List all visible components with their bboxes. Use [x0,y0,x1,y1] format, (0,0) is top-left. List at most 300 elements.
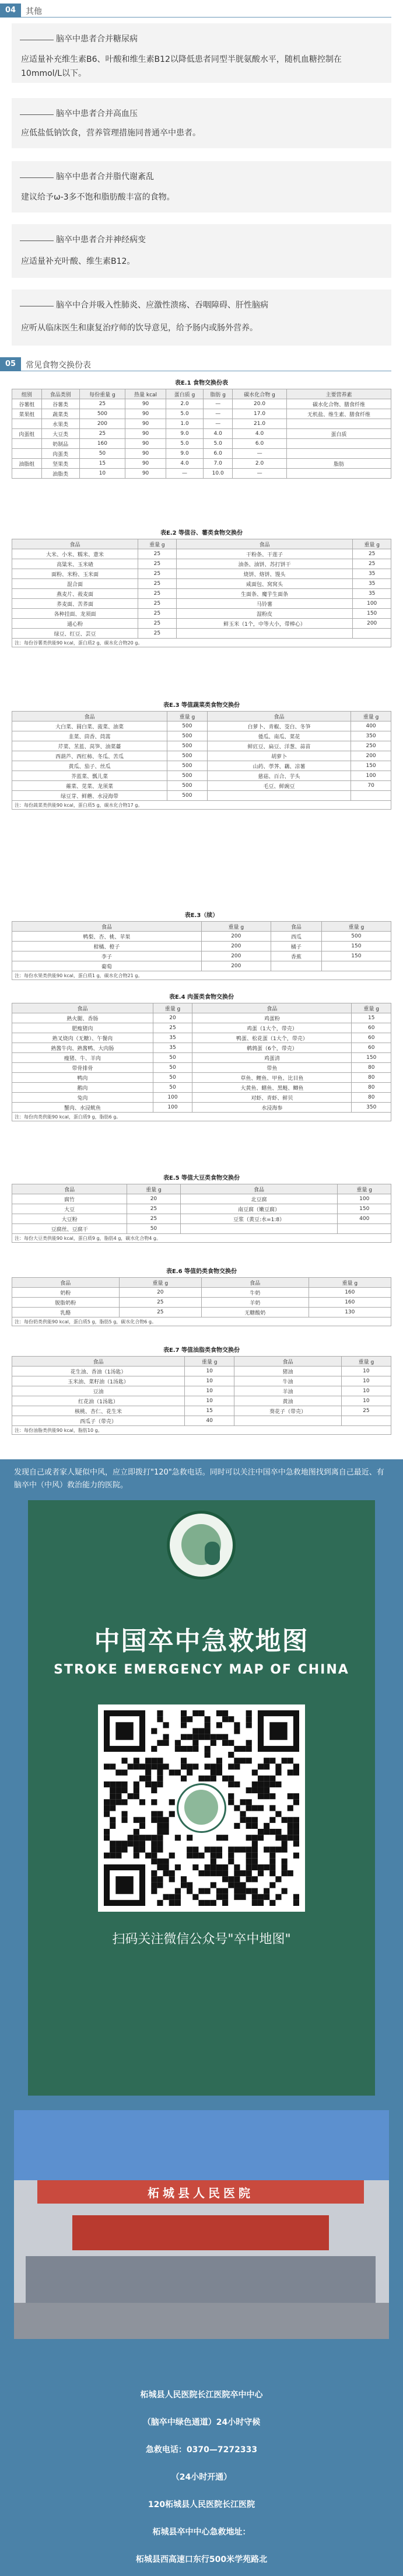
column-header: 组别 [12,389,42,399]
table-cell: 熟叉烧肉（无糖）、午餐肉 [12,1033,153,1043]
table-cell: 脱脂奶粉 [12,1298,120,1308]
table-cell: 7.0 [204,459,233,469]
column-header: 重量 g [338,1184,391,1194]
table-cell: 谷薯组 [12,399,42,409]
table-cell: 20.0 [233,399,287,409]
table-cell: 水果类 [41,419,79,429]
column-header: 食品类别 [41,389,79,399]
column-header: 食品 [12,1003,153,1013]
underline [20,177,54,178]
table-cell: 50 [127,1224,181,1234]
table-cell: 25 [119,1308,201,1317]
table-cell: 15 [352,1013,391,1023]
card-body: 应听从临床医生和康复治疗师的饮导意见，给予肠内或肠外营养。 [21,323,258,333]
table-cell: 通心粉 [12,619,138,629]
table-cell: 25 [341,1406,391,1416]
table-cell: 熟酱牛肉、熟酱鸭、大肉肠 [12,1043,153,1053]
table-cell: 玉米油、菜籽油（1汤匙） [12,1376,185,1386]
table-cell: 核桃、杏仁、花生米 [12,1406,185,1416]
column-header: 食品 [12,1357,185,1367]
table-row [12,549,391,559]
table-cell: 25 [138,629,177,639]
table-row [12,1214,391,1224]
table-row [12,951,391,961]
table-cell: 面粉、米粉、玉米面 [12,569,138,579]
table-cell: 大豆类 [41,429,79,439]
table-cell: 油脂组 [12,459,42,469]
table-cell: 500 [167,771,207,781]
table-cell: 肉蛋组 [12,429,42,439]
table-row [12,1396,391,1406]
table-cell: 25 [353,559,391,569]
table-cell: 李子 [12,951,202,961]
table-cell: 带骨排骨 [12,1063,153,1073]
qr-code[interactable] [98,1704,305,1912]
table-cell: 25 [119,1298,201,1308]
table-cell: 25 [127,1214,181,1224]
table-cell: 黄油 [234,1396,342,1406]
table-cell [271,961,321,971]
table-caption: 表E.7 等值油脂类食物交换份 [163,1347,240,1354]
table-cell [180,1224,338,1234]
column-header: 主要营养素 [286,389,391,399]
info-line: 柘城县人民医院长江医院卒中中心 [140,2390,263,2400]
table-cell: 肥瘦猪肉 [12,1023,153,1033]
info-line: （脑卒中绿色通道）24小时守候 [142,2418,261,2427]
table-row [12,751,391,761]
table-cell: 35 [353,589,391,599]
table-cell: 肉蛋类 [41,449,79,459]
food-table [12,1184,391,1234]
column-header: 重量 g [309,1278,391,1288]
table-cell: 豆油 [12,1386,185,1396]
column-header: 食品 [192,1003,352,1013]
table-cell: 咸面包、窝窝头 [176,579,353,589]
table-cell: 150 [351,761,391,771]
intro-text: 发现自己或者家人疑似中风，应立即拨打"120"急救电话。同时可以关注中国卒中急救地图找到离自己最近、有脑卒中（中风）救治能力的医院。 [14,1468,384,1490]
table-cell: 豆腐丝、豆腐干 [12,1224,127,1234]
table-cell: 奶粉 [12,1288,120,1298]
table-cell: 150 [353,609,391,619]
table-cell: 90 [125,409,166,419]
table-cell: 柑橘、橙子 [12,942,202,951]
table-row [12,942,391,951]
column-header: 食品 [201,1278,309,1288]
table-cell: 西瓜 [271,932,321,942]
table-cell: 瘦猪、牛、羊肉 [12,1053,153,1063]
table-cell: 脂肪 [286,459,391,469]
table-row [12,791,391,801]
table-block [12,992,391,1121]
card-body: 应适量补充维生素B6、叶酸和维生素B12以降低患者同型半胱氨酸水平，随机血糖控制在10mmol/L以下。 [21,55,342,78]
table-cell: 80 [352,1093,391,1103]
table-cell [12,449,42,459]
card-neuropathy [12,224,391,278]
section-header-04 [0,4,403,18]
table-cell: 100 [153,1103,192,1113]
table-caption: 表E.3（续） [184,912,219,919]
food-table [12,389,391,479]
table-cell: 6.0 [204,449,233,459]
table-row [12,1224,391,1234]
table-cell: 倭瓜、南瓜、菜花 [207,731,351,741]
table-block [12,1267,391,1326]
card-pneumonia [12,290,391,346]
table-row [12,1023,391,1033]
table-row [12,1103,391,1113]
table-row [12,741,391,751]
table-cell: 干粉条、干莲子 [176,549,353,559]
table-cell: 400 [338,1214,391,1224]
table-row [12,1083,391,1093]
column-header: 食品 [12,539,138,549]
info-line: 120柘城县人民医院长江医院 [148,2500,255,2509]
table-cell: 绿豆芽、鲜蘑、水浸海带 [12,791,167,801]
table-row [12,1093,391,1103]
table-note: 注：每份蔬菜类供能90 kcal，蛋白质5 g，碳水化合物17 g。 [12,801,391,810]
table-cell: 25 [153,1023,192,1033]
table-cell: 红花油（1汤匙） [12,1396,185,1406]
table-cell: 25 [79,399,125,409]
table-note: 注：每份大豆类供能90 kcal，蛋白质9 g，脂肪4 g，碳水化合物4 g。 [12,1234,391,1243]
table-cell: 10 [185,1376,234,1386]
column-header: 食品 [271,922,321,932]
card-title: 脑卒中患者合并糖尿病 [56,34,138,44]
table-cell: 35 [353,579,391,589]
table-cell: 10 [341,1367,391,1376]
table-cell: 蟹肉、水浸鱿鱼 [12,1103,153,1113]
table-cell: 200 [201,932,271,942]
table-cell: 160 [309,1298,391,1308]
table-cell: 50 [153,1073,192,1083]
table-cell: 高粱米、玉米碴 [12,559,138,569]
table-caption: 表E.5 等值大豆类食物交换份 [163,1175,240,1181]
table-block [12,378,391,479]
table-cell: 韭菜、茴香、茼蒿 [12,731,167,741]
table-cell: 油脂类 [41,469,79,479]
table-cell: 4.0 [204,429,233,439]
table-cell: 山药、荸荠、藕、凉薯 [207,761,351,771]
table-cell: 鲜玉米（1个，中等大小，带棒心） [176,619,353,629]
column-header: 重量 g [351,712,391,721]
table-row [12,399,391,409]
table-cell: 西瓜子（带壳） [12,1416,185,1426]
table-cell: 80 [352,1083,391,1093]
table-cell: 200 [351,751,391,761]
table-cell: 20 [153,1013,192,1023]
table-cell: — [204,419,233,429]
table-cell: 50 [153,1063,192,1073]
table-cell: 对虾、青虾、鲜贝 [192,1093,352,1103]
table-note: 注：每份奶类供能90 kcal，蛋白质5 g，脂肪5 g，碳水化合物6 g。 [12,1317,391,1326]
column-header: 食品 [234,1357,342,1367]
column-header: 重量 g [201,922,271,932]
food-table [12,921,391,971]
table-cell: 100 [353,599,391,609]
table-cell: 200 [353,619,391,629]
table-cell: 蛋白质 [286,429,391,439]
table-cell [207,791,351,801]
column-header: 重量 g [138,539,177,549]
table-cell: 2.0 [166,399,203,409]
table-cell [286,449,391,459]
column-header: 食品 [180,1184,338,1194]
table-cell: 5.0 [204,439,233,449]
column-header: 热量 kcal [125,389,166,399]
table-cell: 10.0 [204,469,233,479]
table-cell: 80 [352,1073,391,1083]
table-cell: 21.0 [233,419,287,429]
table-cell: 10 [341,1396,391,1406]
table-row [12,731,391,741]
table-cell: 25 [127,1204,181,1214]
section-title: 其他 [26,7,42,16]
table-cell: 油条、油饼、苏打饼干 [176,559,353,569]
table-cell: 芹菜、苤蓝、莴笋、油菜薹 [12,741,167,751]
table-cell: 蔬菜类 [41,409,79,419]
table-cell: 350 [352,1103,391,1113]
table-cell: 4.0 [166,459,203,469]
table-cell: 25 [138,549,177,559]
card-title: 脑卒中患者合并高血压 [56,109,138,118]
table-row [12,932,391,942]
food-table [12,1003,391,1113]
food-table [12,1277,391,1317]
table-cell: 10 [185,1386,234,1396]
table-cell: 奶制品 [41,439,79,449]
table-caption: 表E.3 等值蔬菜类食物交换份 [163,702,240,709]
section-number: 04 [0,4,21,18]
column-header: 重量 g [353,539,391,549]
column-header: 食品 [207,712,351,721]
table-cell: 芥蓝菜、瓢儿菜 [12,771,167,781]
table-cell: 绿豆、红豆、芸豆 [12,629,138,639]
table-cell: 鹌鹑蛋（6个，带壳） [192,1043,352,1053]
table-cell: 鹅肉 [12,1083,153,1093]
table-cell: 35 [153,1033,192,1043]
table-cell [234,1416,342,1426]
scan-caption: 扫码关注微信公众号"卒中地图" [112,1932,291,1947]
table-cell [286,419,391,429]
table-cell: 1.0 [166,419,203,429]
table-row [12,559,391,569]
table-cell [12,419,42,429]
table-cell: 鸭肉 [12,1073,153,1083]
table-row [12,419,391,429]
stroke-map-poster [28,1500,375,2096]
table-cell: 500 [167,791,207,801]
column-header: 重量 g [119,1278,201,1288]
table-cell: 5.0 [166,409,203,419]
table-cell: 葵花子（带壳） [234,1406,342,1416]
table-block [12,1345,391,1435]
table-cell: 500 [321,932,391,942]
table-row [12,429,391,439]
table-note: 注：每份肉类供能90 kcal，蛋白质9 g，脂肪6 g。 [12,1113,391,1121]
table-cell: 200 [201,942,271,951]
table-cell: 70 [351,781,391,791]
column-header: 重量 g [321,922,391,932]
table-row [12,1073,391,1083]
table-cell: 15 [79,459,125,469]
table-row [12,961,391,971]
table-cell: 200 [201,961,271,971]
card-title: 脑卒中患者合并脂代谢紊乱 [56,172,154,182]
info-line: （24小时开通） [171,2473,232,2482]
table-cell: 鸡蛋清 [192,1053,352,1063]
table-cell: 5.0 [166,439,203,449]
column-header: 重量 g [167,712,207,721]
table-row [12,569,391,579]
table-cell: 500 [167,741,207,751]
table-cell: 25 [138,619,177,629]
table-cell: 500 [167,721,207,731]
table-cell: 15 [185,1406,234,1416]
table-row [12,1194,391,1204]
column-header: 食品 [12,922,202,932]
underline [20,240,54,241]
table-cell: 北豆腐 [180,1194,338,1204]
table-row [12,1308,391,1317]
table-cell: 草鱼、鲤鱼、甲鱼、比目鱼 [192,1073,352,1083]
card-body: 应低盐低钠饮食，营养管理措施同普通卒中患者。 [21,128,201,138]
table-cell: 湿粉皮 [176,609,353,619]
table-cell: 4.0 [233,429,287,439]
table-cell [338,1224,391,1234]
table-cell: 50 [153,1053,192,1063]
card-body: 建议给予ω-3多不饱和脂肪酸丰富的食物。 [21,193,175,202]
table-cell: 50 [153,1083,192,1093]
table-cell: 100 [153,1093,192,1103]
table-cell: 菜果组 [12,409,42,419]
table-cell: 150 [321,951,391,961]
section-header-05 [0,357,403,371]
column-header: 食品 [176,539,353,549]
table-row [12,1288,391,1298]
table-cell: 大米、小米、糯米、薏米 [12,549,138,559]
table-cell: 鸭蛋、松花蛋（1大个，带壳） [192,1033,352,1043]
table-block [12,700,391,810]
table-cell: 葡萄 [12,961,202,971]
table-cell: 60 [352,1023,391,1033]
table-cell: 60 [352,1043,391,1053]
table-cell: 50 [79,449,125,459]
table-row [12,771,391,781]
table-note: 注：每份油脂类供能90 kcal，脂肪10 g。 [12,1426,391,1435]
table-row [12,1043,391,1053]
column-header: 重量 g [352,1003,391,1013]
table-cell: 130 [309,1308,391,1317]
table-cell: 500 [167,781,207,791]
table-note: 注：每份水果类供能90 kcal，蛋白质1 g，碳水化合物21 g。 [12,971,391,980]
table-row [12,629,391,639]
table-cell: 9.0 [166,449,203,459]
table-cell: 60 [352,1033,391,1043]
table-cell: 10 [341,1376,391,1386]
table-row [12,761,391,771]
table-cell: 烧饼、烙饼、馒头 [176,569,353,579]
info-line: 柘城县卒中中心急救地址： [152,2528,251,2537]
table-cell: 10 [185,1396,234,1406]
table-cell: 熟火腿、香肠 [12,1013,153,1023]
table-cell: 400 [351,721,391,731]
table-row [12,599,391,609]
table-cell: 燕麦片、莜麦面 [12,589,138,599]
food-table [12,539,391,639]
table-cell: 80 [352,1063,391,1073]
table-cell: 猪油 [234,1367,342,1376]
table-row [12,1367,391,1376]
table-cell: 羊油 [234,1386,342,1396]
address: 柘城县西高速口东行500米学苑路北 [135,2555,268,2564]
table-cell: 9.0 [166,429,203,439]
table-cell [12,439,42,449]
table-cell: 荞麦面、苦荞面 [12,599,138,609]
table-cell: 100 [338,1194,391,1204]
table-cell: 90 [125,469,166,479]
table-cell [176,629,353,639]
table-cell: — [166,469,203,479]
table-cell: 毛豆、鲜豌豆 [207,781,351,791]
table-cell: 90 [125,429,166,439]
table-cell: 10 [79,469,125,479]
column-header: 食品 [12,1278,120,1288]
table-cell: 20 [119,1288,201,1298]
table-cell: 90 [125,419,166,429]
table-row [12,1033,391,1043]
table-cell [321,961,391,971]
table-cell: — [204,399,233,409]
table-cell: 无机盐、维生素、膳食纤维 [286,409,391,419]
table-cell [286,469,391,479]
table-row [12,1386,391,1396]
table-caption: 表E.1 食物交换份表 [174,380,229,386]
table-cell: 香蕉 [271,951,321,961]
table-cell: 25 [138,579,177,589]
table-cell: 25 [138,599,177,609]
column-header: 脂肪 g [204,389,233,399]
table-cell: 混合面 [12,579,138,589]
hospital-photo [14,2110,389,2339]
table-cell: 豆浆（黄豆:水=1:8） [180,1214,338,1224]
table-caption: 表E.6 等值奶类食物交换份 [166,1268,237,1275]
table-cell: — [233,449,287,459]
table-caption: 表E.4 肉蛋类食物交换份 [169,994,234,1001]
table-row [12,619,391,629]
table-row [12,721,391,731]
food-table [12,1356,391,1426]
table-caption: 表E.2 等值谷、薯类食物交换份 [160,530,243,536]
underline [20,114,54,115]
column-header: 重量 g [127,1184,181,1194]
table-cell: 慈菇、百合、芋头 [207,771,351,781]
table-cell: 350 [351,731,391,741]
table-cell: 谷薯类 [41,399,79,409]
table-cell: 20 [127,1194,181,1204]
table-cell: 鸭梨、杏、桃、苹果 [12,932,202,942]
table-note: 注：每份谷薯类供能90 kcal，蛋白质2 g，碳水化合物20 g。 [12,639,391,647]
table-cell: 35 [153,1043,192,1053]
table-cell: 17.0 [233,409,287,419]
table-row [12,1053,391,1063]
table-cell: 马铃薯 [176,599,353,609]
table-cell: 10 [185,1367,234,1376]
table-cell [351,791,391,801]
table-cell [12,469,42,479]
column-header: 每份重量 g [79,389,125,399]
table-cell: 无糖酸奶 [201,1308,309,1317]
table-cell [286,439,391,449]
